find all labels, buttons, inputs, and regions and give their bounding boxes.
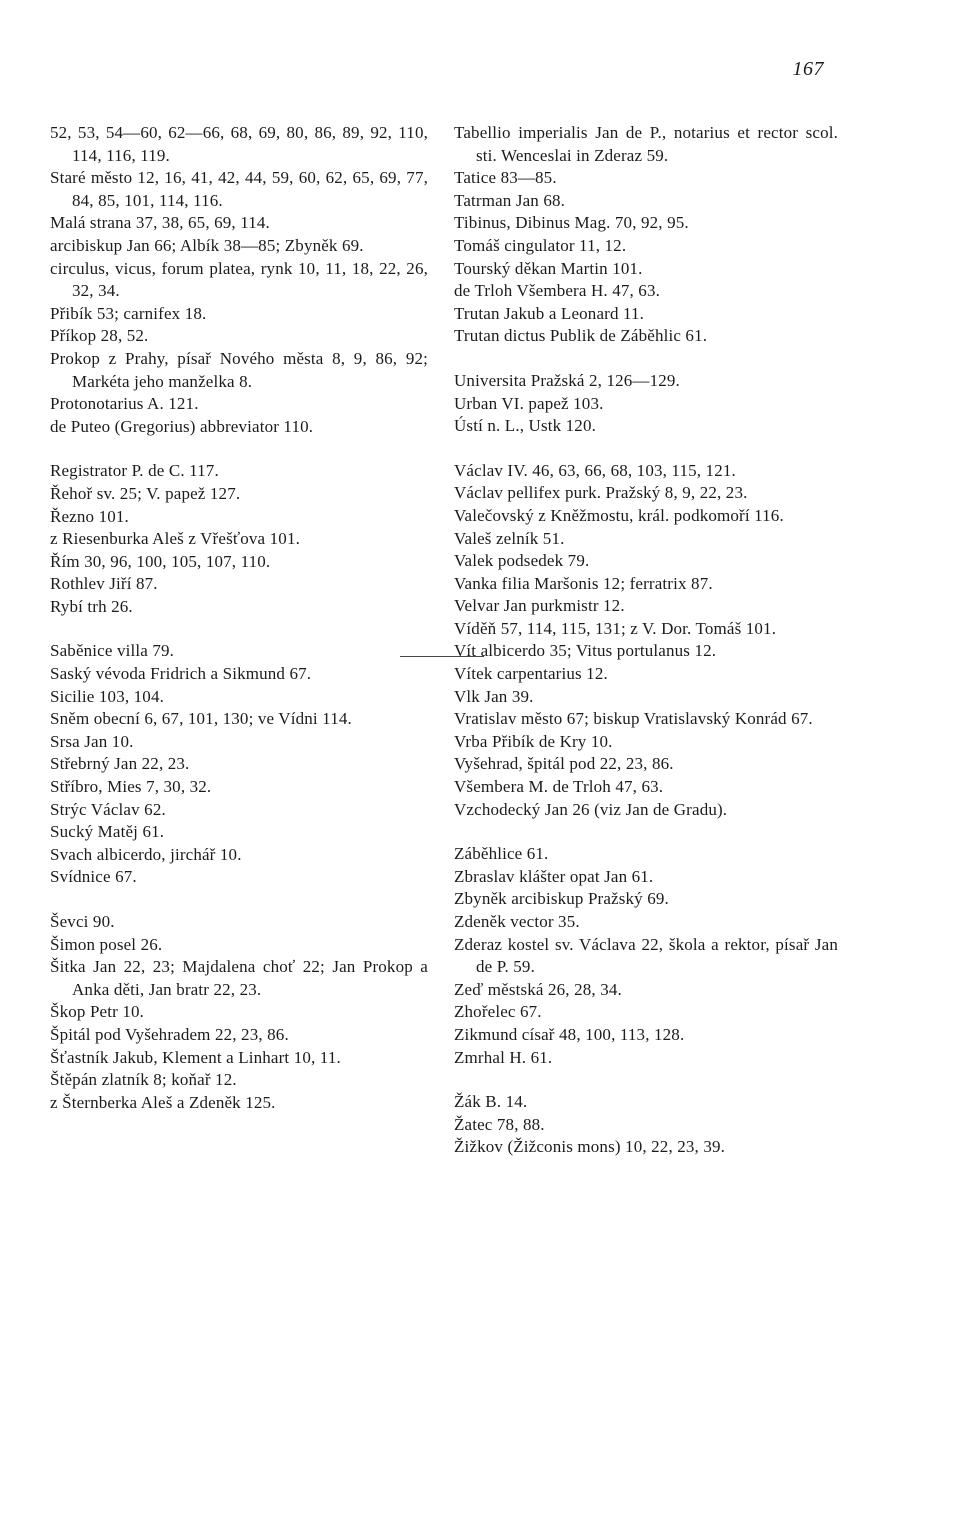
index-entry: de Puteo (Gregorius) abbreviator 110.	[50, 416, 314, 436]
index-entry: Štěpán zlatník 8; koňař 12.	[50, 1070, 237, 1090]
index-entry: Valek podsedek 79.	[454, 551, 590, 571]
index-entry: Řím 30, 96, 100, 105, 107, 110.	[50, 551, 271, 571]
index-entry: Zbraslav klášter opat Jan 61.	[454, 866, 654, 886]
index-entry: Zderaz kostel sv. Václava 22, škola a rektor, písař Jan de P. 59.	[454, 934, 838, 977]
index-group-s	[50, 640, 428, 889]
index-entry: Žák B. 14.	[454, 1092, 528, 1112]
index-entry: Vzchodecký Jan 26 (viz Jan de Gradu).	[454, 799, 728, 819]
index-entry: Tomáš cingulator 11, 12.	[454, 235, 627, 255]
index-entry: Valečovský z Kněžmostu, král. podkomoří 116.	[454, 505, 784, 525]
index-entry: Střebrný Jan 22, 23.	[50, 754, 190, 774]
index-group-p	[50, 122, 428, 438]
index-entry: Řehoř sv. 25; V. papež 127.	[50, 483, 241, 503]
index-entry: Prokop z Prahy, písař Nového města 8, 9, 86, 92; Markéta jeho manželka 8.	[50, 348, 428, 391]
index-entry: Vrba Přibík de Kry 10.	[454, 731, 613, 751]
index-entry: Škop Petr 10.	[50, 1002, 145, 1022]
index-group-zh	[454, 1091, 838, 1159]
index-entry: Protonotarius A. 121.	[50, 394, 199, 414]
index-entry: Zmrhal H. 61.	[454, 1047, 553, 1067]
index-entry: Šimon posel 26.	[50, 934, 163, 954]
index-entry: Staré město 12, 16, 41, 42, 44, 59, 60, 62, 65, 69, 77, 84, 85, 101, 114, 116.	[50, 168, 428, 210]
index-entry: Příkop 28, 52.	[50, 326, 149, 346]
index-entry: Vlk Jan 39.	[454, 686, 534, 706]
index-entry: Tibinus, Dibinus Mag. 70, 92, 95.	[454, 213, 689, 233]
index-entry: Šťastník Jakub, Klement a Linhart 10, 11.	[50, 1047, 341, 1067]
index-entry: Všembera M. de Trloh 47, 63.	[454, 777, 664, 797]
end-rule	[400, 656, 484, 657]
index-entry: Vít albicerdo 35; Vitus portulanus 12.	[454, 641, 717, 661]
index-entry: Rybí trh 26.	[50, 596, 133, 616]
index-entry: Strýc Václav 62.	[50, 799, 166, 819]
index-entry: Rothlev Jiří 87.	[50, 574, 158, 594]
index-group-r	[50, 460, 428, 618]
index-entry: Srsa Jan 10.	[50, 731, 134, 751]
index-entry: Zbyněk arcibiskup Pražský 69.	[454, 889, 669, 909]
index-entry: Universita Pražská 2, 126—129.	[454, 370, 680, 390]
index-entry: Žižkov (Žižconis mons) 10, 22, 23, 39.	[454, 1137, 726, 1157]
index-entry: Valeš zelník 51.	[454, 528, 565, 548]
index-entry: Tabellio imperialis Jan de P., notarius et rector scol. sti. Wenceslai in Zderaz 59.	[454, 123, 838, 165]
index-entry: Saský vévoda Fridrich a Sikmund 67.	[50, 664, 312, 684]
index-entry: Václav IV. 46, 63, 66, 68, 103, 115, 121.	[454, 460, 736, 480]
index-entry: Řezno 101.	[50, 506, 129, 526]
index-entry: de Trloh Všembera H. 47, 63.	[454, 281, 660, 301]
index-entry: Sněm obecní 6, 67, 101, 130; ve Vídni 114.	[50, 709, 352, 729]
index-entry: Svach albicerdo, jirchář 10.	[50, 844, 242, 864]
index-entry: Sucký Matěj 61.	[50, 822, 165, 842]
index-group-v	[454, 460, 838, 822]
index-entry: Tatice 83—85.	[454, 168, 557, 188]
index-entry: Tatrman Jan 68.	[454, 190, 566, 210]
index-group-sh	[50, 911, 428, 1114]
page-number: 167	[792, 58, 824, 80]
index-entry: Ševci 90.	[50, 912, 115, 931]
index-entry: Sicilie 103, 104.	[50, 686, 164, 706]
index-column-left	[50, 122, 428, 1114]
index-entry: Zdeněk vector 35.	[454, 912, 580, 931]
index-entry: Zeď městská 26, 28, 34.	[454, 979, 622, 999]
index-entry: z Šternberka Aleš a Zdeněk 125.	[50, 1092, 276, 1112]
index-entry: z Riesenburka Aleš z Vřešťova 101.	[50, 529, 300, 549]
index-group-u	[454, 370, 838, 438]
index-entry: Registrator P. de C. 117.	[50, 461, 219, 481]
index-entry: 52, 53, 54—60, 62—66, 68, 69, 80, 86, 89, 92, 110, 114, 116, 119.	[50, 123, 428, 165]
index-entry: Stříbro, Mies 7, 30, 32.	[50, 777, 212, 797]
index-entry: Záběhlice 61.	[454, 844, 549, 864]
index-entry: Tourský děkan Martin 101.	[454, 258, 643, 278]
index-entry: Víděň 57, 114, 115, 131; z V. Dor. Tomáš 101.	[454, 618, 777, 638]
index-entry: Šitka Jan 22, 23; Majdalena choť 22; Jan Prokop a Anka děti, Jan bratr 22, 23.	[50, 957, 428, 999]
index-entry: Ústí n. L., Ustk 120.	[454, 416, 596, 436]
index-column-right	[454, 122, 838, 1159]
index-entry: Václav pellifex purk. Pražský 8, 9, 22, 23.	[454, 483, 748, 503]
index-entry: Vítek carpentarius 12.	[454, 664, 608, 684]
index-group-z	[454, 843, 838, 1069]
index-entry: Trutan dictus Publik de Záběhlic 61.	[454, 326, 708, 346]
index-entry: Zhořelec 67.	[454, 1002, 542, 1022]
index-entry: Trutan Jakub a Leonard 11.	[454, 303, 645, 323]
index-entry: arcibiskup Jan 66; Albík 38—85; Zbyněk 69.	[50, 235, 364, 255]
index-entry: Zikmund císař 48, 100, 113, 128.	[454, 1024, 685, 1044]
index-entry: Špitál pod Vyšehradem 22, 23, 86.	[50, 1024, 289, 1044]
index-entry: Vanka filia Maršonis 12; ferratrix 87.	[454, 573, 713, 593]
index-entry: Svídnice 67.	[50, 867, 137, 887]
index-entry: Vyšehrad, špitál pod 22, 23, 86.	[454, 754, 674, 774]
index-entry: Saběnice villa 79.	[50, 641, 175, 661]
index-entry: Žatec 78, 88.	[454, 1114, 545, 1134]
index-entry: Malá strana 37, 38, 65, 69, 114.	[50, 213, 270, 233]
index-entry: Přibík 53; carnifex 18.	[50, 303, 207, 323]
index-group-t	[454, 122, 838, 348]
index-entry: Velvar Jan purkmistr 12.	[454, 596, 625, 616]
index-entry: Urban VI. papež 103.	[454, 393, 604, 413]
index-entry: Vratislav město 67; biskup Vratislavský Konrád 67.	[454, 709, 813, 729]
index-entry: circulus, vicus, forum platea, rynk 10, 11, 18, 22, 26, 32, 34.	[50, 258, 428, 301]
